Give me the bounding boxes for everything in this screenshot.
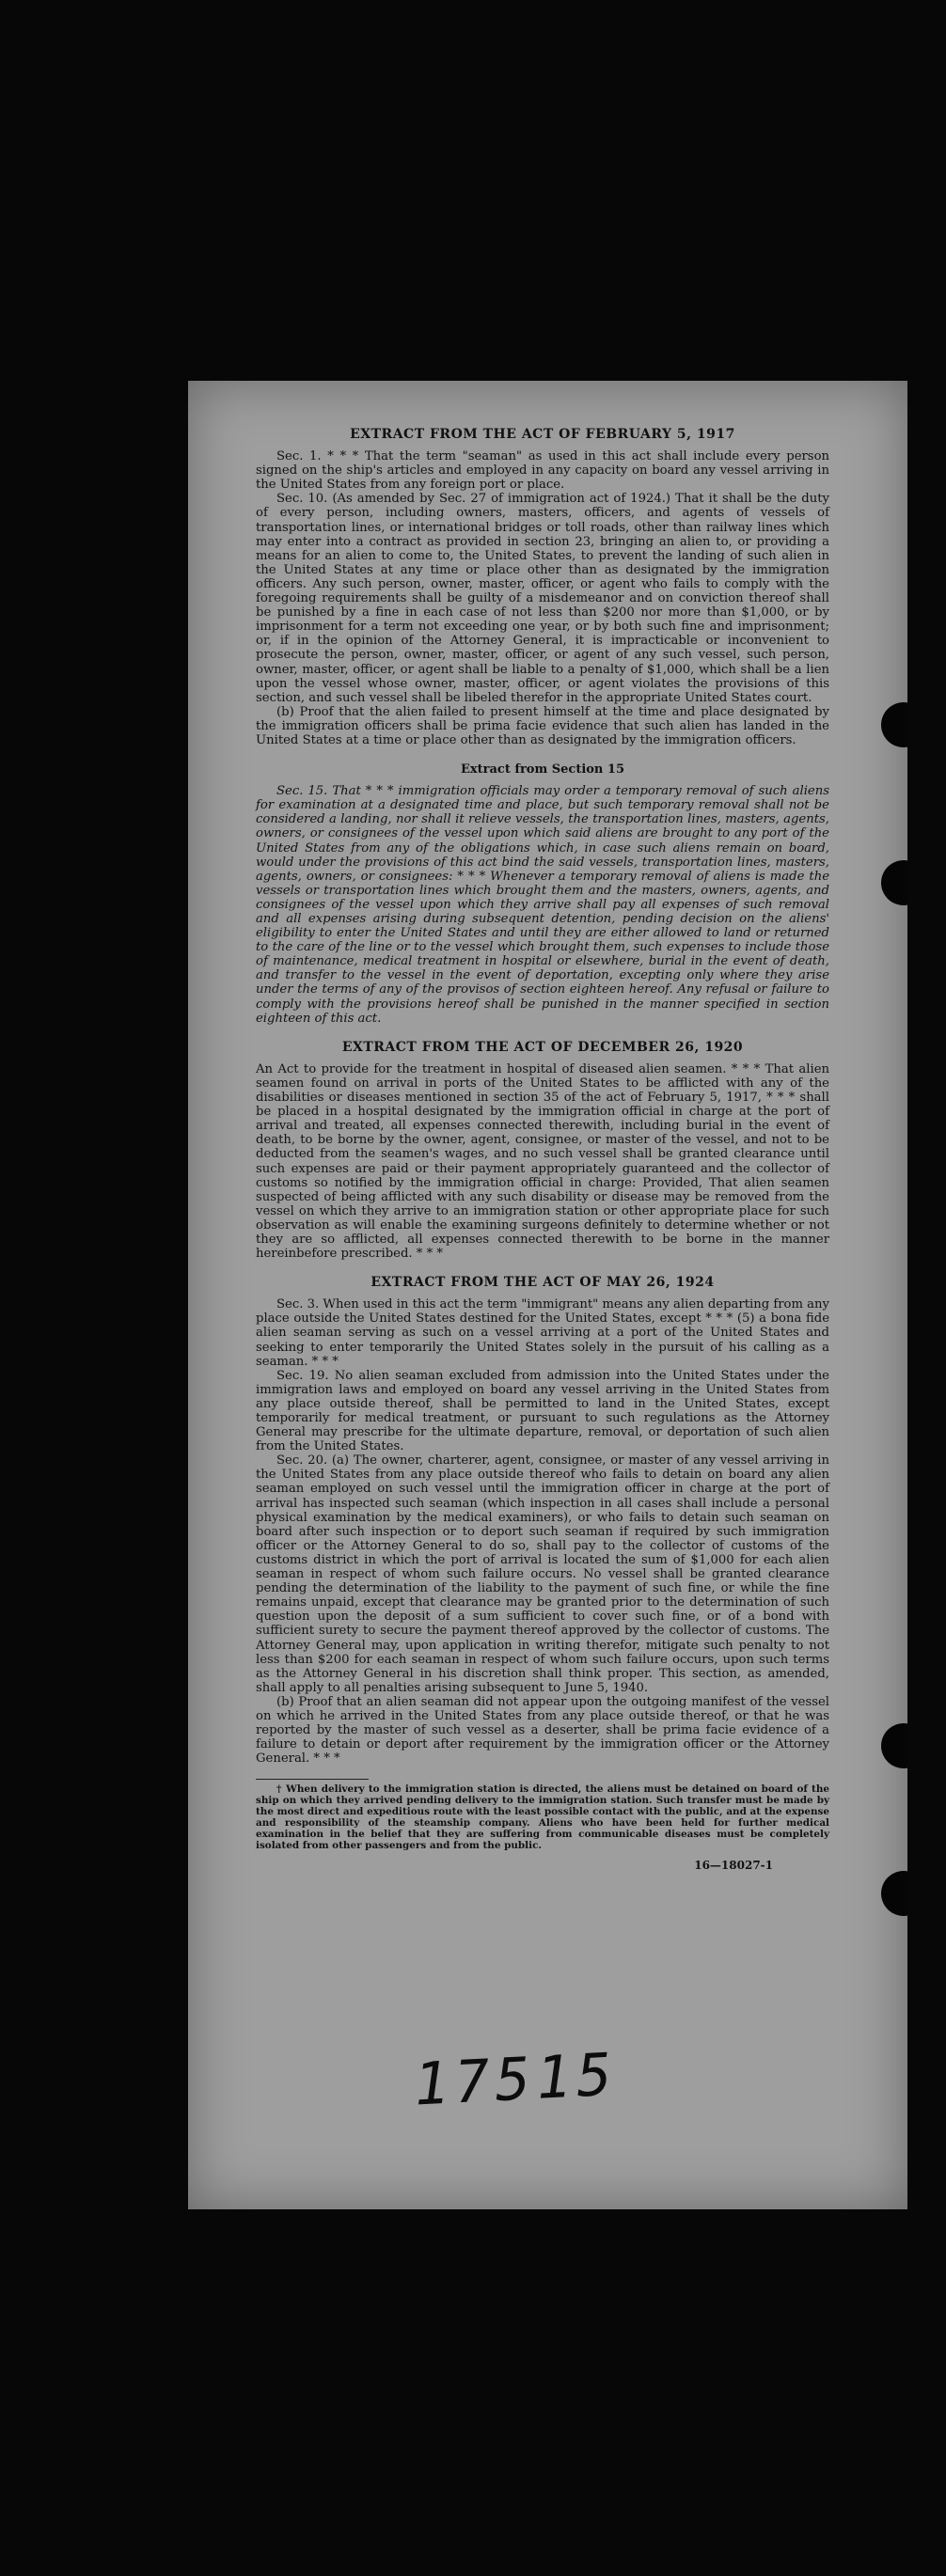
section-10-text: Sec. 10. (As amended by Sec. 27 of immigration act of 1924.) That it shall be the duty of every person, including owners, masters, officers, and agents of vessels of transportation lines, or international bridges or toll roads, other than railway lines which may enter into a contract as provided in section 23, bringing an alien to, or providing a means for an alien to come to, the United States, to prevent the landing of such alien in the United States at any time or place other than as designated by the immigration officers. Any such person, owner, master, officer, or agent who fails to comply with the foregoing requirements shall be guilty of a misdemeanor and on conviction thereof shall be punished by a fine in each case of not less than $200 nor more than $1,000, or by imprisonment for a term not exceeding one year, or by both such fine and imprisonment; or, if in the opinion of the Attorney General, it is impracticable or inconvenient to prosecute the person, owner, master, officer, or agent of any such vessel, such person, owner, master, officer, or agent shall be liable to a penalty of $1,000, which shall be a lien upon the vessel whose owner, master, officer, or agent violates the provisions of this section, and such vessel shall be libeled therefor in the appropriate United States court. — [256, 492, 829, 705]
section-19-text: Sec. 19. No alien seaman excluded from admission into the United States under the immigration laws and employed on board any vessel arriving in the United States from any place outside thereof, shall be permitted to land in the United States, except temporarily for medical treatment, or pursuant to such regulations as the Attorney General may prescribe for the ultimate departure, removal, or deportation of such alien from the United States. — [256, 1368, 829, 1454]
document-body — [256, 428, 829, 1873]
section-10b-text: (b) Proof that the alien failed to present himself at the time and place designated by the immigration officers shall be prima facie evidence that such alien has landed in the United States at a time or place other than as designated by the immigration officers. — [256, 704, 829, 747]
section-15-text: Sec. 15. That * * * immigration officials may order a temporary removal of such aliens for examination at a designated time and place, but such temporary removal shall not be considered a landing, nor shall it relieve vessels, the transportation lines, masters, agents, owners, or consignees of the vessel upon which said aliens are brought to any port of the United States from any of the obligations which, in case such aliens remain on board, would under the provisions of this act bind the said vessels, transportation lines, masters, agents, owners, or consignees: * * * Whenever a temporary removal of aliens is made the vessels or transportation lines which brought them and the masters, owners, agents, and consignees of the vessel upon which they arrive shall pay all expenses of such removal and all expenses arising during subsequent detention, pending decision on the aliens' eligibility to enter the United States and until they are either allowed to land or returned to the care of the line or to the vessel which brought them, such expenses to include those of maintenance, medical treatment in hospital or elsewhere, burial in the event of death, and transfer to the vessel in the event of deportation, excepting only where they arise under the terms of any of the provisos of section eighteen hereof. Any refusal or failure to comply with the provisions hereof shall be punished in the manner specified in section eighteen of this act. — [256, 784, 829, 1026]
heading-act-1920: EXTRACT FROM THE ACT OF DECEMBER 26, 1920 — [341, 1039, 744, 1055]
footnote-divider — [256, 1779, 369, 1780]
heading-act-1924: EXTRACT FROM THE ACT OF MAY 26, 1924 — [371, 1275, 715, 1291]
document-page — [188, 381, 907, 2209]
punch-hole — [881, 860, 907, 905]
heading-section-15: Extract from Section 15 — [460, 762, 625, 778]
section-20b-text: (b) Proof that an alien seaman did not appear upon the outgoing manifest of the vessel on which he arrived in the United States from any place outside thereof, or that he was reported by the master of such vessel as a deserter, shall be prima facie evidence of a failure to detain or deport after requirement by the immigration officer or the Attorney General. * * * — [256, 1694, 829, 1767]
punch-hole — [881, 1723, 907, 1768]
section-20-text: Sec. 20. (a) The owner, charterer, agent, consignee, or master of any vessel arriving in the United States from any place outside thereof who fails to detain on board any alien seaman employed on such vessel until the immigration officer in charge at the port of arrival has inspected such seaman (which inspection in all cases shall include a personal physical examination by the medical examiners), or who fails to detain such seaman on board after such inspection or to deport such seaman if required by such immigration officer or the Attorney General to do so, shall pay to the collector of customs of the customs district in which the port of arrival is located the sum of $1,000 for each alien seaman in respect of whom such failure occurs. No vessel shall be granted clearance pending the determination of the liability to the payment of such fine, or while the fine remains unpaid, except that clearance may be granted prior to the determination of such question upon the deposit of a sum sufficient to cover such fine, or of a bond with sufficient surety to secure the payment thereof approved by the collector of customs. The Attorney General may, upon application in writing therefor, mitigate such penalty to not less than $200 for each seaman in respect of whom such failure occurs, upon such terms as the Attorney General in his discretion shall think proper. This section, as amended, shall apply to all penalties arising subsequent to June 5, 1940. — [256, 1453, 829, 1695]
footnote: † When delivery to the immigration station is directed, the aliens must be detained on board of the ship on which they arrived pending delivery to the immigration station. Such transfer must be made by the most direct and expeditious route with the least possible contact with the public, and at the expense and responsibility of the steamship company. Aliens who have been held for further medical examination in the belief that they are suffering from communicable diseases must be completely isolated from other passengers and from the public. — [256, 1783, 829, 1852]
section-3-text: Sec. 3. When used in this act the term "immigrant" means any alien departing from any place outside the United States destined for the United States, except * * * (5) a bona fide alien seaman serving as such on a vessel arriving at a port of the United States and seeking to enter temporarily the United States solely in the pursuit of his calling as a seaman. * * * — [256, 1297, 829, 1369]
section-1-text: Sec. 1. * * * That the term "seaman" as used in this act shall include every person signed on the ship's articles and employed in any capacity on board any vessel arriving in the United States from any foreign port or place. — [256, 449, 829, 493]
act-1920-text: An Act to provide for the treatment in hospital of diseased alien seamen. * * * That alien seamen found on arrival in ports of the United States to be afflicted with any of the disabilities or diseases mentioned in section 35 of the act of February 5, 1917, * * * shall be placed in a hospital designated by the immigration official in charge at the port of arrival and treated, all expenses connected therewith, including burial in the event of death, to be borne by the owner, agent, consignee, or master of the vessel, and not to be deducted from the seamen's wages, and no such vessel shall be granted clearance until such expenses are paid or their payment appropriately guaranteed and the collector of customs so notified by the immigration official in charge: Provided, That alien seamen suspected of being afflicted with any such disability or disease may be removed from the vessel on which they arrive to an immigration station or other appropriate place for such observation as will enable the examining surgeons definitely to determine whether or not they are so afflicted, all expenses connected therewith to be borne in the manner hereinbefore prescribed. * * * — [256, 1061, 829, 1262]
punch-hole — [881, 1871, 907, 1916]
handwritten-number: 17515 — [412, 2039, 620, 2119]
print-code: 16—18027-1 — [694, 1859, 773, 1873]
punch-hole — [881, 702, 907, 747]
heading-act-1917: EXTRACT FROM THE ACT OF FEBRUARY 5, 1917 — [350, 427, 735, 442]
